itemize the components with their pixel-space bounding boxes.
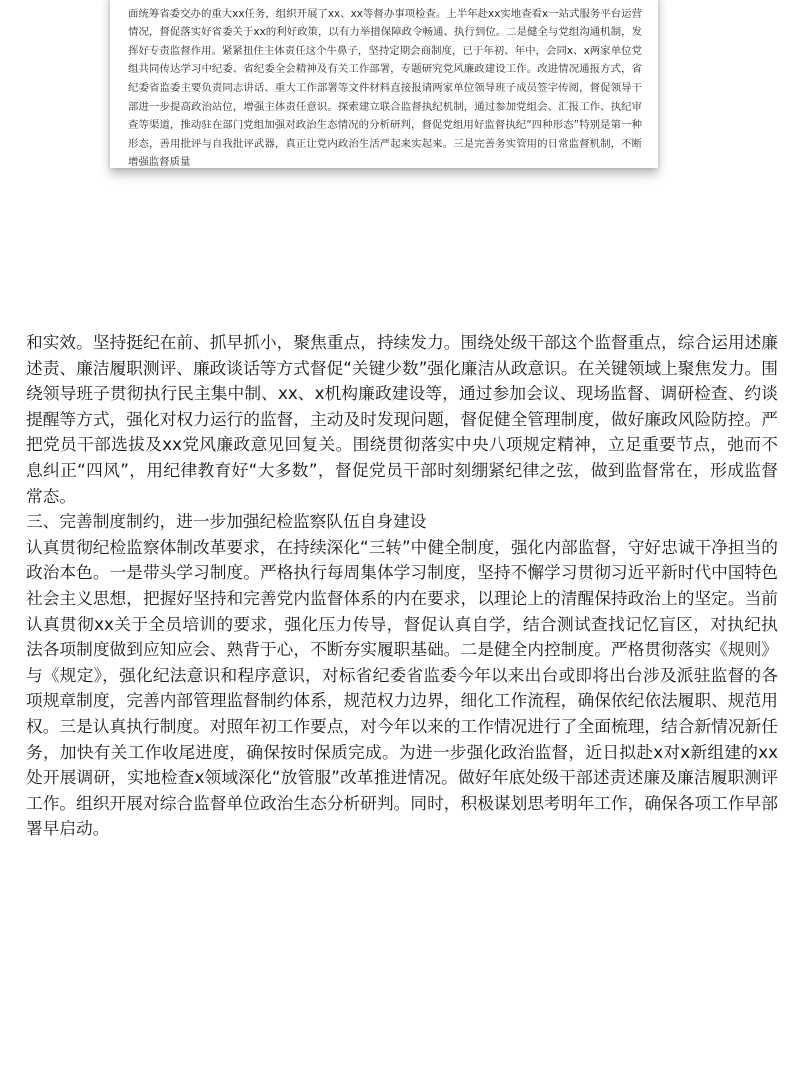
body-paragraph-2: 认真贯彻纪检监察体制改革要求，在持续深化“三转”中健全制度，强化内部监督，守好忠诚干净担当的政治本色。一是带头学习制度。严格执行每周集体学习制度，坚持不懈学习贯彻习近平新时代中国特色社会主义思想，把握好坚持和完善党内监督体系的内在要求，以理论上的清醒保持政治上的坚定。当前认真贯彻xx关于全员培训的要求，强化压力传导，督促认真自学，结合测试查找记忆盲区，对执纪执法各项制度做到应知应会、熟背于心，不断夯实履职基础。二是健全内控制度。严格贯彻落实《规则》与《规定》，强化纪法意识和程序意识，对标省纪委省监委今年以来出台或即将出台涉及派驻监督的各项规章制度，完善内部管理监督制约体系，规范权力边界，细化工作流程，确保依纪依法履职、规范用权。三是认真执行制度。对照年初工作要点，对今年以来的工作情况进行了全面梳理，结合新情况新任务，加快有关工作收尾进度，确保按时保质完成。为进一步强化政治监督，近日拟赴x对x新组建的xx处开展调研，实地检查x领域深化“放管服”改革推进情况。做好年底处级干部述责述廉及廉洁履职测评工作。组织开展对综合监督单位政治生态分析研判。同时，积极谋划思考明年工作，确保各项工作早部署早启动。: [26, 536, 778, 839]
preview-paragraph: 面统筹省委交办的重大xx任务，组织开展了xx、xx等督办事项检查。上半年赴xx实地查看x一站式服务平台运营情况，督促落实好省委关于xx的利好政策，以有力举措保障政令畅通、执行到位。二是健全与党组沟通机制，发挥好专责监督作用。紧紧扭住主体责任这个牛鼻子，坚持定期会商制度，已于年初、年中，会同x、x两家单位党组共同传达学习中纪委、省纪委全会精神及有关工作部署，专题研究党风廉政建设工作。改进情况通报方式，省纪委省监委主要负责同志讲话、重大工作部署等文件材料直接报请两家单位领导班子成员签字传阅，督促领导干部进一步提高政治站位，增强主体责任意识。探索建立联合监督执纪机制，通过参加党组会、汇报工作、执纪审查等渠道，推动驻在部门党组加强对政治生态情况的分析研判，督促党组用好监督执纪“四种形态”特别是第一种形态，善用批评与自我批评武器，真正让党内政治生活严起来实起来。三是完善务实管用的日常监督机制，不断增强监督质量: [128, 7, 642, 168]
document-body: [26, 330, 778, 842]
document-preview-card: [110, 0, 658, 168]
body-paragraph-1: 和实效。坚持挺纪在前、抓早抓小，聚焦重点，持续发力。围绕处级干部这个监督重点，综合运用述廉述责、廉洁履职测评、廉政谈话等方式督促“关键少数”强化廉洁从政意识。在关键领域上聚焦发力。围绕领导班子贯彻执行民主集中制、xx、x机构廉政建设等，通过参加会议、现场监督、调研检查、约谈提醒等方式，强化对权力运行的监督，主动及时发现问题，督促健全管理制度，做好廉政风险防控。严把党员干部选拔及xx党风廉政意见回复关。围绕贯彻落实中央八项规定精神，立足重要节点，弛而不息纠正“四风”，用纪律教育好“大多数”，督促党员干部时刻绷紧纪律之弦，做到监督常在，形成监督常态。: [26, 332, 778, 506]
section-heading-3: 三、完善制度制约，进一步加强纪检监察队伍自身建设: [26, 511, 427, 532]
